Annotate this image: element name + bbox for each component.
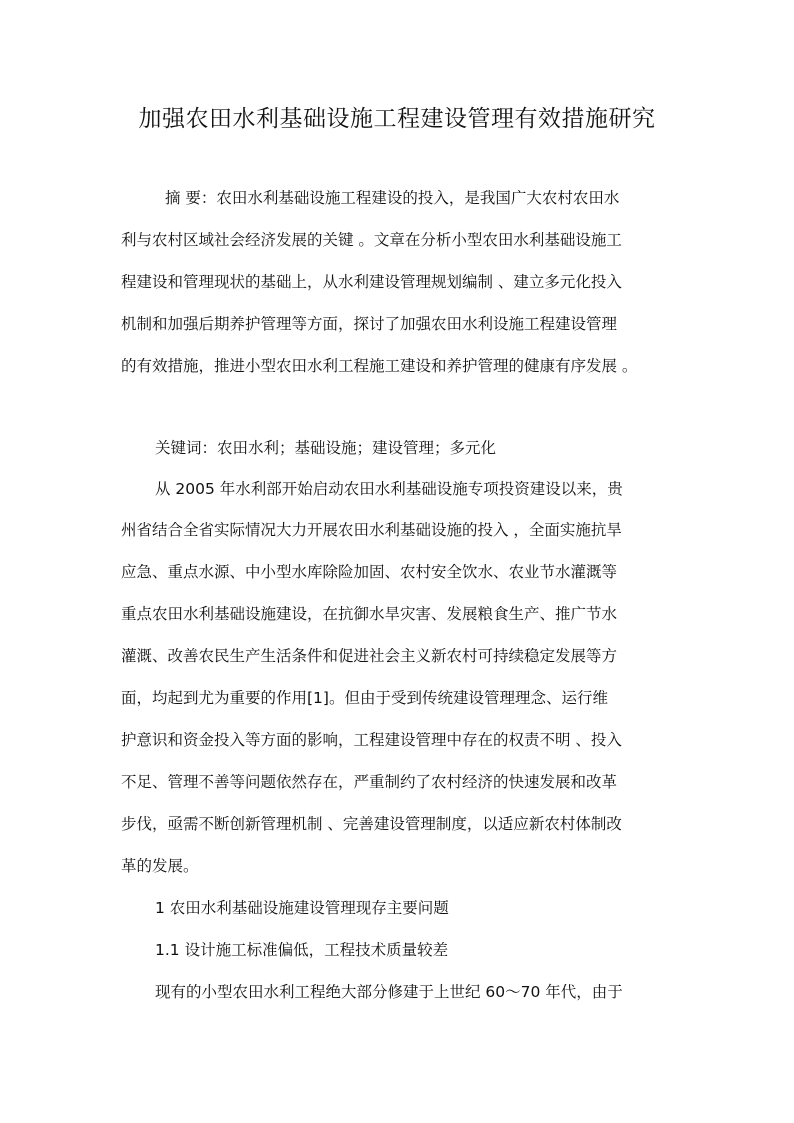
abstract-line: 利与农村区域社会经济发展的关键 。文章在分析小型农田水利基础设施工	[121, 231, 622, 249]
body-line: 应急、重点水源、中小型水库除险加固、农村安全饮水、农业节水灌溉等	[121, 563, 618, 581]
document-title: 加强农田水利基础设施工程建设管理有效措施研究	[138, 106, 656, 132]
body-line: 州省结合全省实际情况大力开展农田水利基础设施的投入 ，全面实施抗旱	[121, 521, 622, 539]
body-line: 护意识和资金投入等方面的影响，工程建设管理中存在的权责不明 、投入	[121, 731, 622, 749]
subsection-heading: 1.1 设计施工标准偏低，工程技术质量较差	[155, 941, 449, 959]
section-heading: 1 农田水利基础设施建设管理现存主要问题	[155, 899, 449, 917]
abstract-line: 摘 要：农田水利基础设施工程建设的投入，是我国广大农村农田水	[165, 189, 620, 207]
body-line: 现有的小型农田水利工程绝大部分修建于上世纪 60～70 年代，由于	[155, 983, 623, 1001]
body-line: 不足、管理不善等问题依然存在，严重制约了农村经济的快速发展和改革	[121, 773, 618, 791]
body-line: 重点农田水利基础设施建设，在抗御水旱灾害、发展粮食生产、推广节水	[121, 605, 618, 623]
body-line: 革的发展。	[121, 857, 199, 875]
body-line: 面，均起到尤为重要的作用[1]。但由于受到传统建设管理理念、运行维	[121, 689, 608, 707]
body-line: 步伐，亟需不断创新管理机制 、完善建设管理制度，以适应新农村体制改	[121, 815, 622, 833]
body-line: 灌溉、改善农民生产生活条件和促进社会主义新农村可持续稳定发展等方	[121, 647, 618, 665]
abstract-line: 机制和加强后期养护管理等方面，探讨了加强农田水利设施工程建设管理	[121, 315, 618, 333]
keywords-line: 关键词：农田水利；基础设施；建设管理；多元化	[155, 439, 497, 457]
abstract-line: 程建设和管理现状的基础上，从水利建设管理规划编制 、建立多元化投入	[121, 273, 622, 291]
abstract-line: 的有效措施，推进小型农田水利工程施工建设和养护管理的健康有序发展 。	[121, 357, 638, 375]
body-line: 从 2005 年水利部开始启动农田水利基础设施专项投资建设以来，贵	[155, 480, 623, 498]
